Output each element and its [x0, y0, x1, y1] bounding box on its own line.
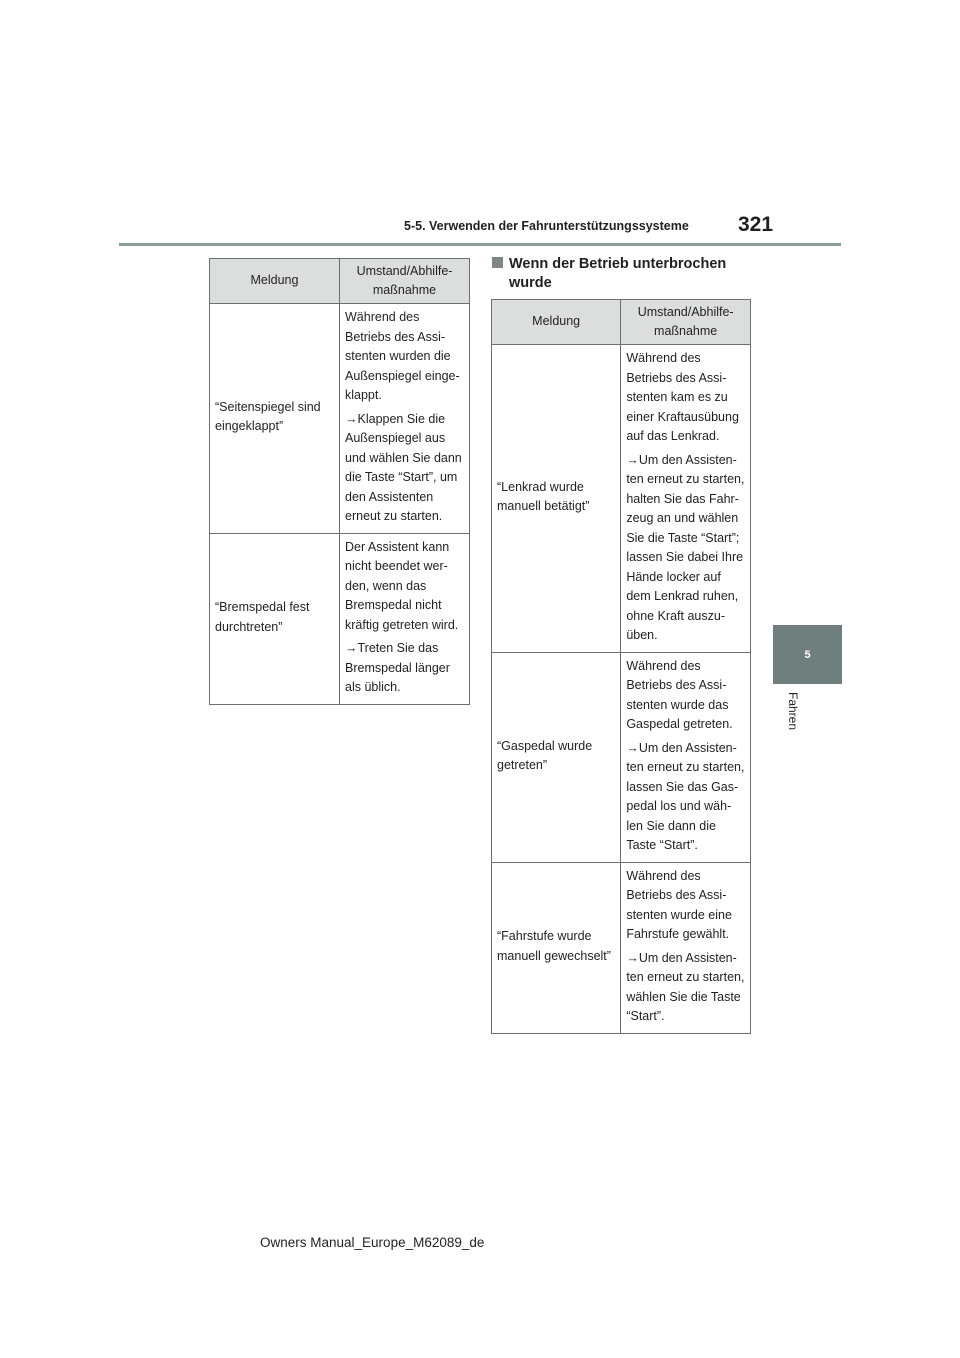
- message-cell: “Lenkrad wurde manuell betätigt”: [492, 345, 621, 653]
- heading-line-1: Wenn der Betrieb unterbrochen: [509, 256, 727, 272]
- header-message: Meldung: [210, 259, 340, 304]
- table-row: [492, 862, 751, 1033]
- header-circumstance: Umstand/Abhilfe-maßnahme: [621, 300, 751, 345]
- circumstance-text: Während des Betriebs des Assi-stenten wurde eine Fahrstufe gewählt.: [626, 868, 732, 941]
- footer-text: Owners Manual_Europe_M62089_de: [260, 1235, 485, 1250]
- header-message: Meldung: [492, 300, 621, 345]
- message-table-right: [491, 299, 751, 1034]
- remedy-text: →Treten Sie das Bremspedal länger als üblich.: [345, 641, 450, 694]
- table-row: [492, 345, 751, 653]
- remedy-cell: [621, 862, 751, 1033]
- remedy-text: →Um den Assisten-ten erneut zu starten, wählen Sie die Taste “Start”.: [626, 950, 745, 1023]
- section-title: 5-5. Verwenden der Fahrunterstützungssysteme: [404, 219, 689, 233]
- table-header-row: [492, 300, 751, 345]
- table-row: [210, 304, 470, 534]
- remedy-cell: [340, 304, 470, 534]
- heading-line-2: wurde: [509, 275, 552, 291]
- page-number: 321: [738, 213, 774, 236]
- table-row: [492, 652, 751, 862]
- header-circumstance: Umstand/Abhilfe-maßnahme: [340, 259, 470, 304]
- chapter-number: 5: [804, 648, 811, 661]
- table-row: [210, 533, 470, 704]
- message-cell: “Fahrstufe wurde manuell gewechselt”: [492, 862, 621, 1033]
- remedy-text: →Um den Assisten-ten erneut zu starten, halten Sie das Fahr-zeug an und wählen Sie die Taste “Start”; lassen Sie dabei Ihre Hände locker auf dem Lenkrad ruhen, ohne Kraft auszu-üben.: [626, 452, 745, 642]
- remedy-cell: [621, 345, 751, 653]
- circumstance-text: Der Assistent kann nicht beendet wer-den, wenn das Bremspedal nicht kräftig getreten wird.: [345, 539, 459, 632]
- remedy-text: →Um den Assisten-ten erneut zu starten, lassen Sie das Gas-pedal los und wäh-len Sie dann die Taste “Start”.: [626, 740, 745, 852]
- message-table-left: [209, 258, 470, 705]
- table-header-row: [210, 259, 470, 304]
- header-divider: [119, 243, 841, 246]
- remedy-cell: [621, 652, 751, 862]
- circumstance-text: Während des Betriebs des Assi-stenten wurden die Außenspiegel einge-klappt.: [345, 310, 460, 402]
- message-cell: “Seitenspiegel sind eingeklappt”: [210, 304, 340, 534]
- circumstance-text: Während des Betriebs des Assi-stenten wurde das Gaspedal getreten.: [626, 658, 733, 731]
- square-bullet-icon: [492, 257, 503, 268]
- message-cell: “Gaspedal wurde getreten”: [492, 652, 621, 862]
- chapter-tab: [773, 625, 842, 684]
- message-cell: “Bremspedal fest durchtreten”: [210, 533, 340, 704]
- remedy-cell: [340, 533, 470, 704]
- remedy-text: →Klappen Sie die Außenspiegel aus und wählen Sie dann die Taste “Start”, um den Assistenten erneut zu starten.: [345, 411, 462, 523]
- circumstance-text: Während des Betriebs des Assi-stenten kam es zu einer Kraftausübung auf das Lenkrad.: [626, 351, 739, 443]
- chapter-label: [786, 692, 804, 742]
- chapter-label-text: Fahren: [786, 692, 800, 731]
- section-heading: [492, 255, 752, 293]
